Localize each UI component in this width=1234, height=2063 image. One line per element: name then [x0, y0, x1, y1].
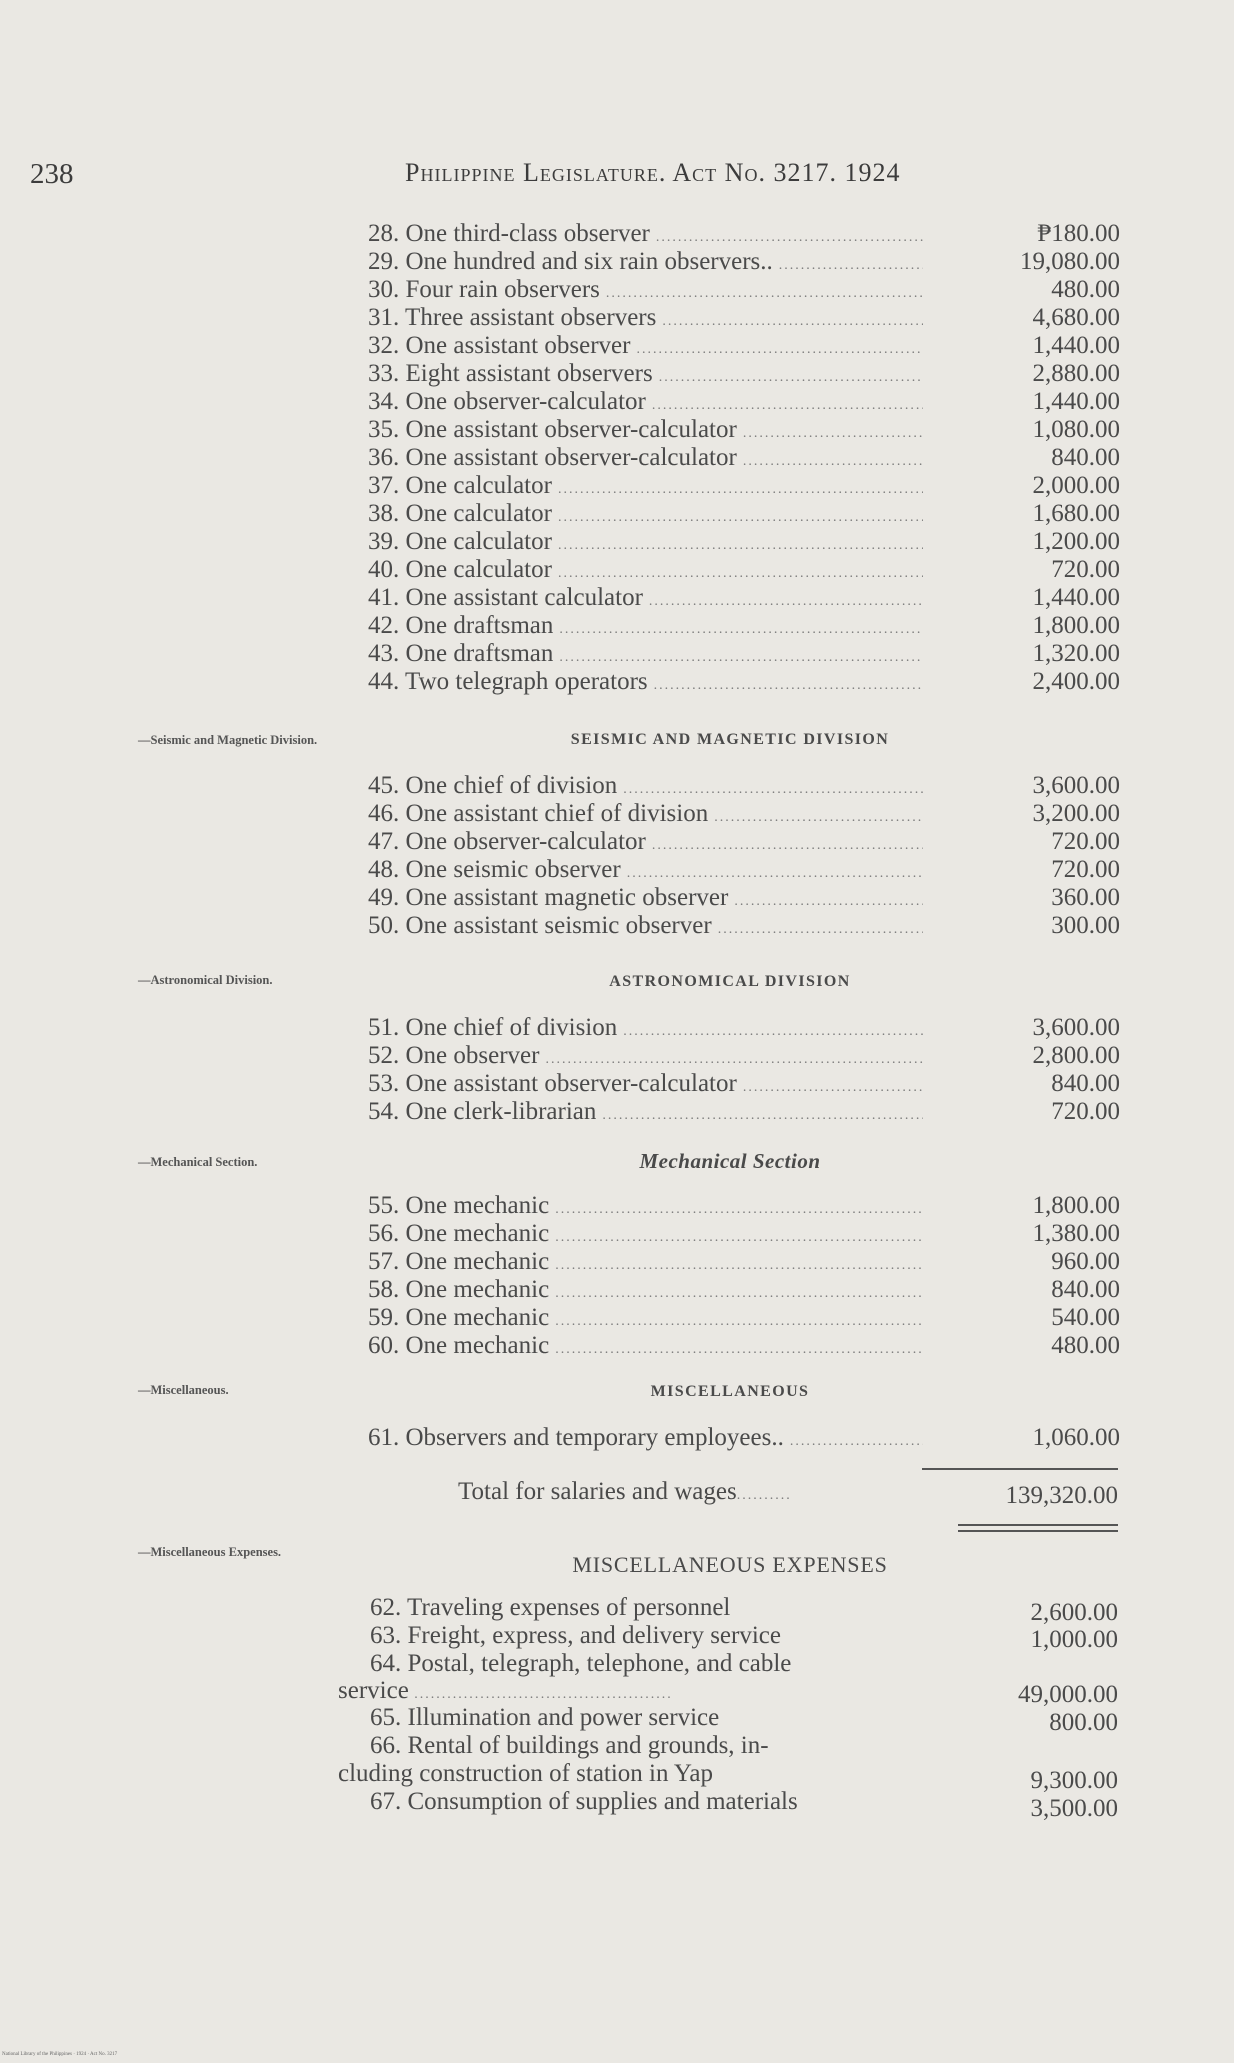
margin-note-astronomical: —Astronomical Division.: [138, 973, 273, 987]
line-item: [368, 856, 1120, 884]
item-amount: 1,060.00: [1032, 1424, 1120, 1451]
item-description: 46. One assistant chief of division .....: [368, 800, 923, 828]
item-amount: 720.00: [1051, 556, 1120, 583]
total-amount: 139,320.00: [1005, 1482, 1118, 1509]
item-description: 35. One assistant observer-calculator .....: [368, 416, 923, 444]
page-number: 238: [30, 158, 74, 190]
item-description: 37. One calculator .....: [368, 472, 923, 500]
scan-credit: National Library of the Philippines · 1924 · Act No. 3217: [2, 2052, 118, 2057]
item-amount: 720.00: [1051, 856, 1120, 883]
item-description: 53. One assistant observer-calculator .....: [368, 1070, 923, 1098]
item-amount: 19,080.00: [1020, 248, 1120, 275]
item-amount: ₱180.00: [1037, 220, 1120, 247]
double-rule-top: [958, 1524, 1118, 1526]
item-description: 58. One mechanic .....: [368, 1276, 923, 1304]
item-description: 41. One assistant calculator .....: [368, 584, 923, 612]
item-amount: 480.00: [1051, 276, 1120, 303]
item-description: 32. One assistant observer .....: [368, 332, 923, 360]
expense-line-67: 67. Consumption of supplies and materials: [370, 1788, 798, 1815]
expense-line-66a: 66. Rental of buildings and grounds, in-: [370, 1732, 769, 1759]
item-description: 50. One assistant seismic observer .....: [368, 912, 923, 940]
item-description: 42. One draftsman .....: [368, 612, 923, 640]
line-item: [368, 1220, 1120, 1248]
item-amount: 1,440.00: [1032, 584, 1120, 611]
item-description: 54. One clerk-librarian .....: [368, 1098, 923, 1126]
line-item: [368, 800, 1120, 828]
item-amount: 1,380.00: [1032, 1220, 1120, 1247]
expense-line-62: 62. Traveling expenses of personnel: [370, 1594, 731, 1621]
double-rule-bottom: [958, 1530, 1118, 1532]
expense-line-66b: cluding construction of station in Yap: [338, 1760, 713, 1787]
expense-line-64b: service ...............................................: [338, 1677, 673, 1704]
section-heading-misc-expenses: MISCELLANEOUS EXPENSES: [572, 1552, 888, 1577]
line-item: [368, 1042, 1120, 1070]
item-amount: 720.00: [1051, 828, 1120, 855]
line-item: [368, 668, 1120, 696]
expense-amount-65: 800.00: [1049, 1709, 1118, 1736]
line-item: [368, 304, 1120, 332]
item-amount: 2,400.00: [1032, 668, 1120, 695]
line-item: [368, 1014, 1120, 1042]
item-description: 48. One seismic observer .....: [368, 856, 923, 884]
line-item: [368, 332, 1120, 360]
item-description: 28. One third-class observer .....: [368, 220, 923, 248]
expense-amount-66: 9,300.00: [1030, 1767, 1118, 1794]
item-amount: 3,600.00: [1032, 1014, 1120, 1041]
line-item: [368, 248, 1120, 276]
line-item: [368, 828, 1120, 856]
item-description: 36. One assistant observer-calculator .....: [368, 444, 923, 472]
item-amount: 4,680.00: [1032, 304, 1120, 331]
item-description: 31. Three assistant observers .....: [368, 304, 923, 332]
section-heading-seismic: SEISMIC AND MAGNETIC DIVISION: [570, 731, 890, 748]
item-amount: 300.00: [1051, 912, 1120, 939]
item-description: 33. Eight assistant observers .....: [368, 360, 923, 388]
line-item: [368, 500, 1120, 528]
item-amount: 540.00: [1051, 1304, 1120, 1331]
item-description: 34. One observer-calculator .....: [368, 388, 923, 416]
line-item: [368, 1098, 1120, 1126]
item-amount: 840.00: [1051, 444, 1120, 471]
margin-note-mechanical: —Mechanical Section.: [138, 1155, 258, 1169]
item-amount: 2,000.00: [1032, 472, 1120, 499]
line-item: [368, 360, 1120, 388]
expense-line-63: 63. Freight, express, and delivery service: [370, 1622, 781, 1649]
item-description: 51. One chief of division .....: [368, 1014, 923, 1042]
line-item-61: [368, 1424, 1120, 1452]
line-item: [368, 1304, 1120, 1332]
item-description: 45. One chief of division .....: [368, 772, 923, 800]
line-item: [368, 584, 1120, 612]
line-item: [368, 640, 1120, 668]
item-amount: 840.00: [1051, 1276, 1120, 1303]
item-description: 52. One observer .....: [368, 1042, 923, 1070]
item-description: 49. One assistant magnetic observer .....: [368, 884, 923, 912]
item-description: 57. One mechanic .....: [368, 1248, 923, 1276]
expense-amount-64: 49,000.00: [1018, 1681, 1118, 1708]
item-description: 56. One mechanic .....: [368, 1220, 923, 1248]
line-item: [368, 1332, 1120, 1360]
item-amount: 1,680.00: [1032, 500, 1120, 527]
line-item: [368, 416, 1120, 444]
item-description: 29. One hundred and six rain observers.. .....: [368, 248, 923, 276]
section-heading-miscellaneous: MISCELLANEOUS: [650, 1383, 810, 1400]
item-amount: 1,200.00: [1032, 528, 1120, 555]
sum-rule: [922, 1468, 1118, 1470]
item-description: 60. One mechanic .....: [368, 1332, 923, 1360]
item-description: 30. Four rain observers .....: [368, 276, 923, 304]
item-description: 61. Observers and temporary employees.. .....: [368, 1424, 923, 1452]
line-item: [368, 388, 1120, 416]
item-amount: 360.00: [1051, 884, 1120, 911]
line-item: [368, 772, 1120, 800]
item-amount: 1,800.00: [1032, 1192, 1120, 1219]
item-description: 38. One calculator .....: [368, 500, 923, 528]
item-description: 44. Two telegraph operators .....: [368, 668, 923, 696]
item-amount: 3,200.00: [1032, 800, 1120, 827]
line-item: [368, 556, 1120, 584]
line-item: [368, 1248, 1120, 1276]
section-heading-mechanical: Mechanical Section: [639, 1149, 821, 1173]
line-item: [368, 884, 1120, 912]
item-amount: 1,080.00: [1032, 416, 1120, 443]
item-amount: 1,440.00: [1032, 388, 1120, 415]
margin-note-misc-expenses: —Miscellaneous Expenses.: [138, 1545, 282, 1559]
line-item: [368, 472, 1120, 500]
item-amount: 480.00: [1051, 1332, 1120, 1359]
item-amount: 1,440.00: [1032, 332, 1120, 359]
line-item: [368, 912, 1120, 940]
item-description: 43. One draftsman .....: [368, 640, 923, 668]
expense-amount-62: 2,600.00: [1030, 1599, 1118, 1626]
item-amount: 2,800.00: [1032, 1042, 1120, 1069]
line-item: [368, 1276, 1120, 1304]
line-item: [368, 220, 1120, 248]
item-amount: 1,800.00: [1032, 612, 1120, 639]
item-description: 59. One mechanic .....: [368, 1304, 923, 1332]
item-amount: 2,880.00: [1032, 360, 1120, 387]
line-item: [368, 528, 1120, 556]
line-item: [368, 444, 1120, 472]
expense-amount-63: 1,000.00: [1030, 1626, 1118, 1653]
expense-line-64a: 64. Postal, telegraph, telephone, and cable: [370, 1650, 792, 1677]
item-amount: 720.00: [1051, 1098, 1120, 1125]
expense-amount-67: 3,500.00: [1030, 1795, 1118, 1822]
item-amount: 960.00: [1051, 1248, 1120, 1275]
line-item: [368, 1070, 1120, 1098]
item-amount: 1,320.00: [1032, 640, 1120, 667]
total-label: Total for salaries and wages..........: [458, 1478, 792, 1505]
line-item: [368, 1192, 1120, 1220]
item-description: 40. One calculator .....: [368, 556, 923, 584]
line-item: [368, 612, 1120, 640]
line-item: [368, 276, 1120, 304]
item-amount: 840.00: [1051, 1070, 1120, 1097]
margin-note-seismic: —Seismic and Magnetic Division.: [138, 733, 318, 747]
running-header: Philippine Legislature. Act No. 3217. 1924: [405, 158, 901, 187]
item-description: 39. One calculator .....: [368, 528, 923, 556]
item-description: 55. One mechanic .....: [368, 1192, 923, 1220]
section-heading-astronomical: ASTRONOMICAL DIVISION: [609, 973, 851, 990]
margin-note-miscellaneous: —Miscellaneous.: [138, 1383, 229, 1397]
expense-line-65: 65. Illumination and power service: [370, 1704, 720, 1731]
item-amount: 3,600.00: [1032, 772, 1120, 799]
item-description: 47. One observer-calculator .....: [368, 828, 923, 856]
